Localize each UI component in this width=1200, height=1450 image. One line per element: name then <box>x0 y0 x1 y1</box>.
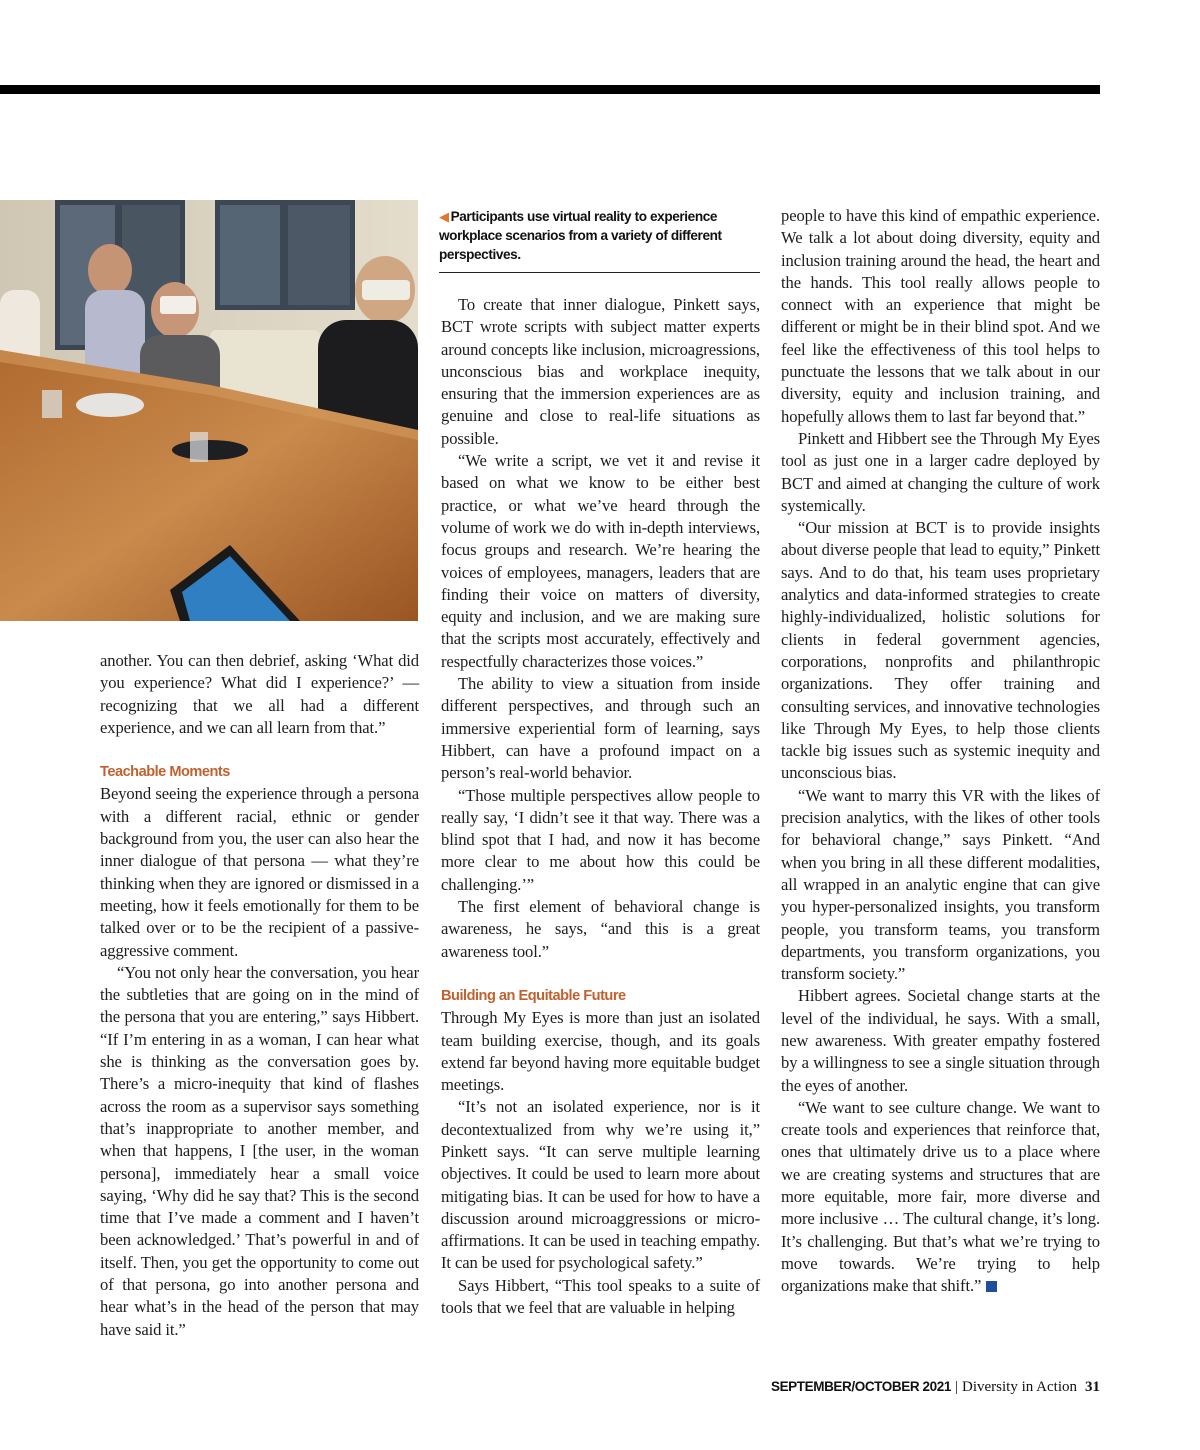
paragraph: “Our mission at BCT is to provide insights about diverse people that lead to equity,” Pinkett says. And to do that, his team uses proprietary analytics and data-informed strategies to create highly-individualized, holistic solutions for clients in federal government agencies, corporations, nonprofits and philanthropic organizations. They offer training and consulting services, and innovative technologies like Through My Eyes, to help those clients tackle big issues such as systemic inequity and unconscious bias. <box>781 518 1100 783</box>
article-column-2 <box>441 294 760 1319</box>
section-heading-teachable-moments: Teachable Moments <box>100 764 230 781</box>
article-column-3 <box>781 205 1100 1298</box>
caption-rule <box>439 272 760 273</box>
paragraph: “We want to marry this VR with the likes of precision analytics, with the likes of other tools for behavioral change,” says Pinkett. “And when you bring in all these different modalities, all wrapped in an analytic engine that can give you hyper-personalized insights, you transform people, you transform teams, you transform departments, you transform organizations, you transform society.” <box>781 785 1100 984</box>
footer-separator: | <box>954 1379 958 1395</box>
top-rule <box>0 85 1100 94</box>
paragraph: Beyond seeing the experience through a persona with a different racial, ethnic or gender background from you, the user can also hear the inner dialogue of that persona — what they’re thinking when they are ignored or dismissed in a meeting, how it feels emotionally for them to be talked over or to be the recipient of a passive-aggressive comment. <box>100 784 419 960</box>
paragraph: “Those multiple perspectives allow people to really say, ‘I didn’t see it that way. There was a blind spot that I had, and now it has become more clear to me about how this could be challenging.’” <box>441 785 760 894</box>
paragraph: The first element of behavioral change is awareness, he says, “and this is a great awareness tool.” <box>441 897 760 961</box>
photo-caption <box>439 207 760 264</box>
page-number: 31 <box>1085 1379 1100 1395</box>
paragraph-text: “We want to see culture change. We want to create tools and experiences that reinforce that, ones that ultimately drive us to a place where we are creating systems and structures that are more equitable, more fair, more diverse and more inclusive … The cultural change, it’s long. It’s challenging. But that’s what we’re trying to move towards. We’re trying to help organizations make that shift.” <box>781 1097 1100 1296</box>
paragraph: people to have this kind of empathic experience. We talk a lot about doing diversity, equity and inclusion training around the head, the heart and the hands. This tool really allows people to connect with an experience that might be different or might be in their blind spot. And we feel like the effectiveness of this tool helps to punctuate the lessons that we talk about in our diversity, equity and inclusion training, and hopefully allows them to last far beyond that.” <box>781 206 1100 426</box>
paragraph: Pinkett and Hibbert see the Through My Eyes tool as just one in a larger cadre deployed by BCT and aimed at changing the culture of work systemically. <box>781 428 1100 515</box>
square-end-mark-icon <box>986 1281 997 1292</box>
paragraph: “You not only hear the conversation, you hear the subtleties that are going on in the mind of the persona that you are entering,” says Hibbert. “If I’m entering in as a woman, I can hear what she is thinking as the conversation goes by. There’s a micro-inequity that kind of flashes across the room as a supervisor says something that’s inappropriate to another member, and when that happens, I [the user, in the woman persona], immediately hear a small voice saying, ‘Why did he say that? This is the second time that I’ve made a comment and I haven’t been acknowledged.’ That’s powerful in and of itself. Then, you get the opportunity to come out of that persona, go into another persona and hear what’s in the head of the person that may have said it.” <box>100 962 419 1339</box>
paragraph: Hibbert agrees. Societal change starts at the level of the individual, he says. With a small, new awareness. With greater empathy fostered by a willingness to see a single situation through the eyes of another. <box>781 986 1100 1095</box>
paragraph: The ability to view a situation from inside different perspectives, and through such an immersive experiential form of learning, says Hibbert, can have a profound impact on a person’s real-world behavior. <box>441 674 760 783</box>
magazine-title: Diversity in Action <box>962 1379 1077 1395</box>
left-triangle-icon: ◀ <box>439 209 449 224</box>
vr-participants-photo <box>0 200 418 621</box>
page-footer <box>771 1379 1100 1396</box>
section-heading-equitable-future: Building an Equitable Future <box>441 987 626 1004</box>
caption-text: Participants use virtual reality to experience workplace scenarios from a variety of different perspectives. <box>439 209 722 262</box>
paragraph: To create that inner dialogue, Pinkett says, BCT wrote scripts with subject matter experts around concepts like inclusion, microagressions, unconscious bias and workplace inequity, ensuring that the immersion experiences are as genuine and close to real-life situations as possible. <box>441 295 760 448</box>
paragraph: “It’s not an isolated experience, nor is it decontextualized from why we’re using it,” Pinkett says. “It can serve multiple learning objectives. It could be used to learn more about mitigating bias. It can be used for how to have a discussion around microaggressions or micro-affirmations. It can be used in teaching empathy. It can be used for psychological safety.” <box>441 1097 760 1273</box>
paragraph: another. You can then debrief, asking ‘What did you experience? What did I experience?’ — recognizing that we all had a different experience, and we can all learn from that.” <box>100 651 419 737</box>
paragraph: Says Hibbert, “This tool speaks to a suite of tools that we feel that are valuable in helping <box>441 1275 760 1318</box>
paragraph: “We write a script, we vet it and revise it based on what we know to be either best practice, or what we’ve heard through the volume of work we do with in-depth interviews, focus groups and research. We’re hearing the voices of employees, managers, leaders that are finding their voice on matters of diversity, equity and inclusion, and we are making sure that the scripts most accurately, effectively and respectfully characterizes those voices.” <box>441 451 760 671</box>
paragraph: Through My Eyes is more than just an isolated team building exercise, though, and its goals extend far beyond having more equitable budget meetings. <box>441 1008 760 1095</box>
article-column-1 <box>100 650 419 1341</box>
issue-date: SEPTEMBER/OCTOBER 2021 <box>770 1379 951 1394</box>
paragraph-last <box>781 1097 1100 1298</box>
